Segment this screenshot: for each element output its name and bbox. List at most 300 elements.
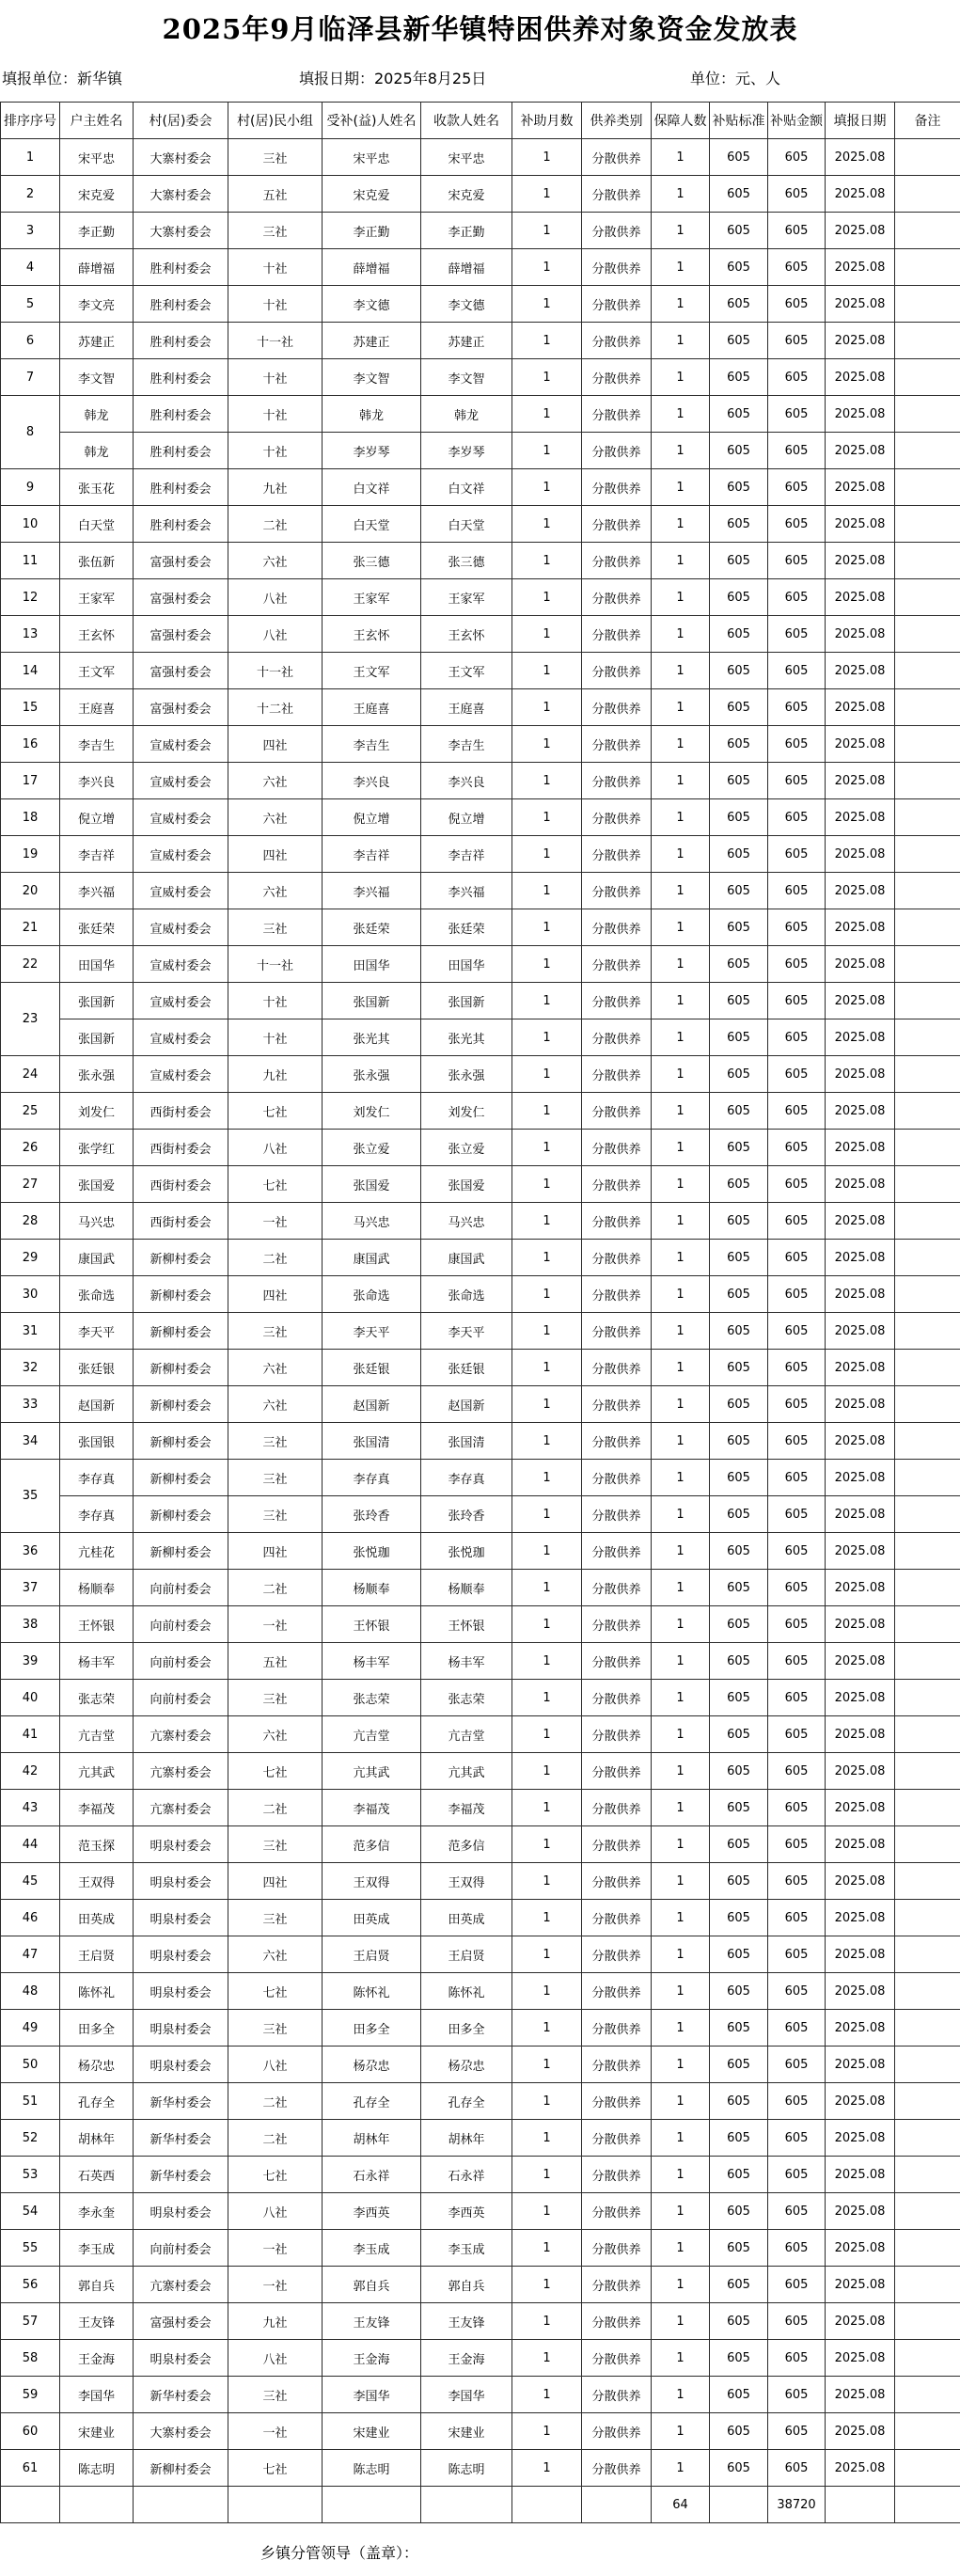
remark-cell [895, 579, 960, 616]
serial-number-cell: 19 [1, 836, 60, 873]
amount-cell: 605 [768, 2340, 826, 2377]
support-type-cell: 分散供养 [582, 506, 652, 543]
householder-name: 李文智 [60, 359, 134, 396]
table-row [1, 1863, 960, 1900]
householder-name: 苏建正 [60, 323, 134, 359]
householder-name: 王启贤 [60, 1936, 134, 1973]
payee-name: 张光其 [421, 1019, 512, 1056]
amount-cell: 605 [768, 579, 826, 616]
standard-cell: 605 [710, 433, 768, 469]
householder-name: 张志荣 [60, 1680, 134, 1716]
village-group: 三社 [228, 1680, 323, 1716]
months-cell: 1 [512, 1973, 582, 2010]
covered-people-cell: 1 [652, 1313, 710, 1350]
beneficiary-name: 亢吉堂 [323, 1716, 421, 1753]
beneficiary-name: 宋建业 [323, 2413, 421, 2450]
table-row [1, 1606, 960, 1643]
remark-cell [895, 2157, 960, 2193]
months-cell: 1 [512, 2413, 582, 2450]
remark-cell [895, 286, 960, 323]
village-group: 九社 [228, 2303, 323, 2340]
amount-cell: 605 [768, 1056, 826, 1093]
serial-number-cell: 24 [1, 1056, 60, 1093]
beneficiary-name: 宋克爱 [323, 176, 421, 213]
beneficiary-name: 杨尕忠 [323, 2047, 421, 2083]
standard-cell: 605 [710, 1753, 768, 1790]
village-committee: 新柳村委会 [134, 1313, 228, 1350]
beneficiary-name: 亢其武 [323, 1753, 421, 1790]
amount-cell: 605 [768, 616, 826, 653]
table-row [1, 139, 960, 176]
remark-cell [895, 1019, 960, 1056]
remark-cell [895, 1093, 960, 1130]
beneficiary-name: 李吉祥 [323, 836, 421, 873]
village-group: 三社 [228, 2377, 323, 2413]
leader-signature-label: 乡镇分管领导（盖章）： [260, 2544, 419, 2562]
report-date-cell: 2025.08 [826, 1203, 895, 1240]
householder-name: 田英成 [60, 1900, 134, 1936]
covered-people-cell: 1 [652, 506, 710, 543]
village-group: 九社 [228, 469, 323, 506]
empty-cell [710, 2487, 768, 2523]
empty-cell [421, 2487, 512, 2523]
table-row [1, 579, 960, 616]
months-cell: 1 [512, 1533, 582, 1570]
remark-cell [895, 1240, 960, 1276]
support-type-cell: 分散供养 [582, 983, 652, 1019]
beneficiary-name: 张命选 [323, 1276, 421, 1313]
village-committee: 向前村委会 [134, 1570, 228, 1606]
amount-cell: 605 [768, 2230, 826, 2267]
village-group: 六社 [228, 1936, 323, 1973]
remark-cell [895, 2193, 960, 2230]
support-type-cell: 分散供养 [582, 616, 652, 653]
serial-number-cell: 14 [1, 653, 60, 689]
village-group: 八社 [228, 2193, 323, 2230]
payee-name: 苏建正 [421, 323, 512, 359]
serial-number-cell: 4 [1, 249, 60, 286]
standard-cell: 605 [710, 873, 768, 909]
householder-name: 王庭喜 [60, 689, 134, 726]
householder-name: 孔存全 [60, 2083, 134, 2120]
village-group: 一社 [228, 1606, 323, 1643]
covered-people-cell: 1 [652, 1166, 710, 1203]
column-header: 村(居)民小组 [228, 103, 323, 139]
serial-number-cell: 31 [1, 1313, 60, 1350]
payee-name: 李玉成 [421, 2230, 512, 2267]
village-committee: 亢寨村委会 [134, 1790, 228, 1826]
column-header: 补贴标准 [710, 103, 768, 139]
village-committee: 新柳村委会 [134, 2450, 228, 2487]
support-type-cell: 分散供养 [582, 1790, 652, 1826]
amount-cell: 605 [768, 2083, 826, 2120]
remark-cell [895, 433, 960, 469]
householder-name: 白天堂 [60, 506, 134, 543]
column-header: 供养类别 [582, 103, 652, 139]
village-committee: 宣威村委会 [134, 873, 228, 909]
table-row [1, 1753, 960, 1790]
village-committee: 明泉村委会 [134, 1900, 228, 1936]
standard-cell: 605 [710, 836, 768, 873]
covered-people-cell: 1 [652, 1936, 710, 1973]
payee-name: 王启贤 [421, 1936, 512, 1973]
village-group: 四社 [228, 1533, 323, 1570]
months-cell: 1 [512, 1276, 582, 1313]
standard-cell: 605 [710, 1056, 768, 1093]
months-cell: 1 [512, 176, 582, 213]
beneficiary-name: 李岁琴 [323, 433, 421, 469]
householder-name: 张国新 [60, 1019, 134, 1056]
village-committee: 富强村委会 [134, 689, 228, 726]
months-cell: 1 [512, 506, 582, 543]
report-date-cell: 2025.08 [826, 2303, 895, 2340]
beneficiary-name: 杨顺奉 [323, 1570, 421, 1606]
amount-cell: 605 [768, 2450, 826, 2487]
payee-name: 倪立增 [421, 799, 512, 836]
remark-cell [895, 1313, 960, 1350]
covered-people-cell: 1 [652, 726, 710, 763]
support-type-cell: 分散供养 [582, 2450, 652, 2487]
support-type-cell: 分散供养 [582, 433, 652, 469]
remark-cell [895, 213, 960, 249]
covered-people-cell: 1 [652, 286, 710, 323]
covered-people-cell: 1 [652, 2230, 710, 2267]
table-row [1, 2010, 960, 2047]
page-title: 2025年9月临泽县新华镇特困供养对象资金发放表 [162, 13, 798, 45]
months-cell: 1 [512, 1240, 582, 1276]
village-committee: 胜利村委会 [134, 469, 228, 506]
remark-cell [895, 1130, 960, 1166]
village-committee: 新华村委会 [134, 2120, 228, 2157]
standard-cell: 605 [710, 2450, 768, 2487]
amount-cell: 605 [768, 1716, 826, 1753]
beneficiary-name: 陈志明 [323, 2450, 421, 2487]
beneficiary-name: 刘发仁 [323, 1093, 421, 1130]
months-cell: 1 [512, 1130, 582, 1166]
serial-number-cell: 30 [1, 1276, 60, 1313]
village-group: 六社 [228, 1716, 323, 1753]
support-type-cell: 分散供养 [582, 1753, 652, 1790]
payee-name: 张永强 [421, 1056, 512, 1093]
remark-cell [895, 543, 960, 579]
payee-name: 李兴福 [421, 873, 512, 909]
village-committee: 明泉村委会 [134, 1826, 228, 1863]
amount-cell: 605 [768, 2377, 826, 2413]
support-type-cell: 分散供养 [582, 1716, 652, 1753]
payee-name: 田多全 [421, 2010, 512, 2047]
total-amount-cell: 38720 [768, 2487, 826, 2523]
beneficiary-name: 王文军 [323, 653, 421, 689]
standard-cell: 605 [710, 1826, 768, 1863]
payee-name: 刘发仁 [421, 1093, 512, 1130]
standard-cell: 605 [710, 909, 768, 946]
payee-name: 宋平忠 [421, 139, 512, 176]
householder-name: 张廷银 [60, 1350, 134, 1386]
village-committee: 向前村委会 [134, 1606, 228, 1643]
table-row [1, 1826, 960, 1863]
table-body [1, 139, 960, 2523]
remark-cell [895, 359, 960, 396]
village-group: 一社 [228, 2230, 323, 2267]
householder-name: 张国爱 [60, 1166, 134, 1203]
village-group: 七社 [228, 1753, 323, 1790]
standard-cell: 605 [710, 616, 768, 653]
amount-cell: 605 [768, 323, 826, 359]
report-date-cell: 2025.08 [826, 1606, 895, 1643]
village-committee: 胜利村委会 [134, 286, 228, 323]
village-group: 十一社 [228, 946, 323, 983]
village-committee: 富强村委会 [134, 543, 228, 579]
report-date-cell: 2025.08 [826, 2450, 895, 2487]
village-committee: 宣威村委会 [134, 983, 228, 1019]
village-committee: 新柳村委会 [134, 1276, 228, 1313]
remark-cell [895, 983, 960, 1019]
remark-cell [895, 1386, 960, 1423]
village-group: 三社 [228, 1826, 323, 1863]
payee-name: 白天堂 [421, 506, 512, 543]
standard-cell: 605 [710, 726, 768, 763]
months-cell: 1 [512, 396, 582, 433]
village-committee: 明泉村委会 [134, 1936, 228, 1973]
support-type-cell: 分散供养 [582, 359, 652, 396]
payee-name: 张廷银 [421, 1350, 512, 1386]
covered-people-cell: 1 [652, 176, 710, 213]
total-people-cell: 64 [652, 2487, 710, 2523]
support-type-cell: 分散供养 [582, 2303, 652, 2340]
village-committee: 宣威村委会 [134, 946, 228, 983]
standard-cell: 605 [710, 2340, 768, 2377]
table-row [1, 213, 960, 249]
standard-cell: 605 [710, 1863, 768, 1900]
support-type-cell: 分散供养 [582, 396, 652, 433]
serial-number-cell: 44 [1, 1826, 60, 1863]
village-committee: 西街村委会 [134, 1130, 228, 1166]
remark-cell [895, 726, 960, 763]
support-type-cell: 分散供养 [582, 1533, 652, 1570]
payee-name: 张廷荣 [421, 909, 512, 946]
report-date-cell: 2025.08 [826, 653, 895, 689]
village-committee: 亢寨村委会 [134, 2267, 228, 2303]
standard-cell: 605 [710, 1790, 768, 1826]
covered-people-cell: 1 [652, 139, 710, 176]
report-date-cell: 2025.08 [826, 1276, 895, 1313]
report-date-cell: 2025.08 [826, 323, 895, 359]
support-type-cell: 分散供养 [582, 2157, 652, 2193]
beneficiary-name: 张立爱 [323, 1130, 421, 1166]
table-header-row [1, 103, 960, 139]
village-committee: 向前村委会 [134, 2230, 228, 2267]
table-row [1, 323, 960, 359]
village-committee: 明泉村委会 [134, 2010, 228, 2047]
table-row [1, 616, 960, 653]
report-date-cell: 2025.08 [826, 543, 895, 579]
householder-name: 李永奎 [60, 2193, 134, 2230]
village-group: 三社 [228, 1496, 323, 1533]
months-cell: 1 [512, 726, 582, 763]
householder-name: 王玄怀 [60, 616, 134, 653]
standard-cell: 605 [710, 506, 768, 543]
serial-number-cell: 39 [1, 1643, 60, 1680]
beneficiary-name: 张三德 [323, 543, 421, 579]
remark-cell [895, 2230, 960, 2267]
report-date-cell: 2025.08 [826, 433, 895, 469]
table-row [1, 176, 960, 213]
village-group: 一社 [228, 2413, 323, 2450]
standard-cell: 605 [710, 1643, 768, 1680]
village-committee: 亢寨村委会 [134, 1753, 228, 1790]
remark-cell [895, 1350, 960, 1386]
report-date-cell: 2025.08 [826, 983, 895, 1019]
village-committee: 大寨村委会 [134, 2413, 228, 2450]
serial-number-cell: 37 [1, 1570, 60, 1606]
table-row [1, 2413, 960, 2450]
table-row [1, 506, 960, 543]
months-cell: 1 [512, 286, 582, 323]
beneficiary-name: 孔存全 [323, 2083, 421, 2120]
covered-people-cell: 1 [652, 799, 710, 836]
covered-people-cell: 1 [652, 946, 710, 983]
payee-name: 陈怀礼 [421, 1973, 512, 2010]
table-row [1, 1166, 960, 1203]
householder-name: 胡林年 [60, 2120, 134, 2157]
standard-cell: 605 [710, 763, 768, 799]
support-type-cell: 分散供养 [582, 2120, 652, 2157]
beneficiary-name: 倪立增 [323, 799, 421, 836]
householder-name: 倪立增 [60, 799, 134, 836]
covered-people-cell: 1 [652, 1386, 710, 1423]
amount-cell: 605 [768, 2413, 826, 2450]
months-cell: 1 [512, 579, 582, 616]
village-group: 七社 [228, 1973, 323, 2010]
covered-people-cell: 1 [652, 836, 710, 873]
covered-people-cell: 1 [652, 1019, 710, 1056]
report-date-cell: 2025.08 [826, 2267, 895, 2303]
village-group: 二社 [228, 2083, 323, 2120]
table-row [1, 1570, 960, 1606]
months-cell: 1 [512, 469, 582, 506]
amount-cell: 605 [768, 2267, 826, 2303]
serial-number-cell: 5 [1, 286, 60, 323]
village-group: 五社 [228, 176, 323, 213]
serial-number-cell: 10 [1, 506, 60, 543]
village-group: 四社 [228, 726, 323, 763]
beneficiary-name: 王家军 [323, 579, 421, 616]
amount-cell: 605 [768, 799, 826, 836]
months-cell: 1 [512, 1350, 582, 1386]
remark-cell [895, 1056, 960, 1093]
beneficiary-name: 王金海 [323, 2340, 421, 2377]
payee-name: 王怀银 [421, 1606, 512, 1643]
standard-cell: 605 [710, 1350, 768, 1386]
support-type-cell: 分散供养 [582, 139, 652, 176]
covered-people-cell: 1 [652, 213, 710, 249]
payee-name: 王金海 [421, 2340, 512, 2377]
months-cell: 1 [512, 1093, 582, 1130]
payee-name: 王文军 [421, 653, 512, 689]
report-date-cell: 2025.08 [826, 176, 895, 213]
remark-cell [895, 653, 960, 689]
remark-cell [895, 2303, 960, 2340]
beneficiary-name: 李天平 [323, 1313, 421, 1350]
months-cell: 1 [512, 1203, 582, 1240]
village-group: 十一社 [228, 653, 323, 689]
support-type-cell: 分散供养 [582, 836, 652, 873]
householder-name: 李兴福 [60, 873, 134, 909]
payee-name: 王家军 [421, 579, 512, 616]
householder-name: 杨尕忠 [60, 2047, 134, 2083]
support-type-cell: 分散供养 [582, 213, 652, 249]
payee-name: 李兴良 [421, 763, 512, 799]
serial-number-cell: 16 [1, 726, 60, 763]
serial-number-cell: 47 [1, 1936, 60, 1973]
support-type-cell: 分散供养 [582, 763, 652, 799]
table-row [1, 873, 960, 909]
support-type-cell: 分散供养 [582, 249, 652, 286]
householder-name: 宋平忠 [60, 139, 134, 176]
covered-people-cell: 1 [652, 1826, 710, 1863]
months-cell: 1 [512, 1570, 582, 1606]
amount-cell: 605 [768, 1276, 826, 1313]
standard-cell: 605 [710, 543, 768, 579]
standard-cell: 605 [710, 176, 768, 213]
householder-name: 杨丰军 [60, 1643, 134, 1680]
serial-number-cell: 38 [1, 1606, 60, 1643]
support-type-cell: 分散供养 [582, 1680, 652, 1716]
beneficiary-name: 白天堂 [323, 506, 421, 543]
empty-cell [512, 2487, 582, 2523]
standard-cell: 605 [710, 213, 768, 249]
covered-people-cell: 1 [652, 1240, 710, 1276]
remark-cell [895, 763, 960, 799]
payee-name: 张国爱 [421, 1166, 512, 1203]
table-row [1, 1973, 960, 2010]
covered-people-cell: 1 [652, 983, 710, 1019]
village-group: 四社 [228, 836, 323, 873]
remark-cell [895, 506, 960, 543]
payee-name: 范多信 [421, 1826, 512, 1863]
table-row [1, 1533, 960, 1570]
support-type-cell: 分散供养 [582, 1496, 652, 1533]
serial-number-cell: 46 [1, 1900, 60, 1936]
payee-name: 宋建业 [421, 2413, 512, 2450]
amount-cell: 605 [768, 1570, 826, 1606]
support-type-cell: 分散供养 [582, 2267, 652, 2303]
months-cell: 1 [512, 1386, 582, 1423]
covered-people-cell: 1 [652, 1350, 710, 1386]
covered-people-cell: 1 [652, 2303, 710, 2340]
covered-people-cell: 1 [652, 2083, 710, 2120]
report-date-cell: 2025.08 [826, 799, 895, 836]
serial-number-cell: 51 [1, 2083, 60, 2120]
standard-cell: 605 [710, 1570, 768, 1606]
payee-name: 李天平 [421, 1313, 512, 1350]
amount-cell: 605 [768, 2193, 826, 2230]
support-type-cell: 分散供养 [582, 2010, 652, 2047]
serial-number-cell: 57 [1, 2303, 60, 2340]
village-group: 八社 [228, 579, 323, 616]
village-group: 十社 [228, 433, 323, 469]
amount-cell: 605 [768, 2120, 826, 2157]
column-header: 收款人姓名 [421, 103, 512, 139]
householder-name: 张廷荣 [60, 909, 134, 946]
village-committee: 西街村委会 [134, 1166, 228, 1203]
beneficiary-name: 赵国新 [323, 1386, 421, 1423]
months-cell: 1 [512, 1313, 582, 1350]
months-cell: 1 [512, 1423, 582, 1460]
beneficiary-name: 李文德 [323, 286, 421, 323]
months-cell: 1 [512, 1460, 582, 1496]
payee-name: 李吉生 [421, 726, 512, 763]
